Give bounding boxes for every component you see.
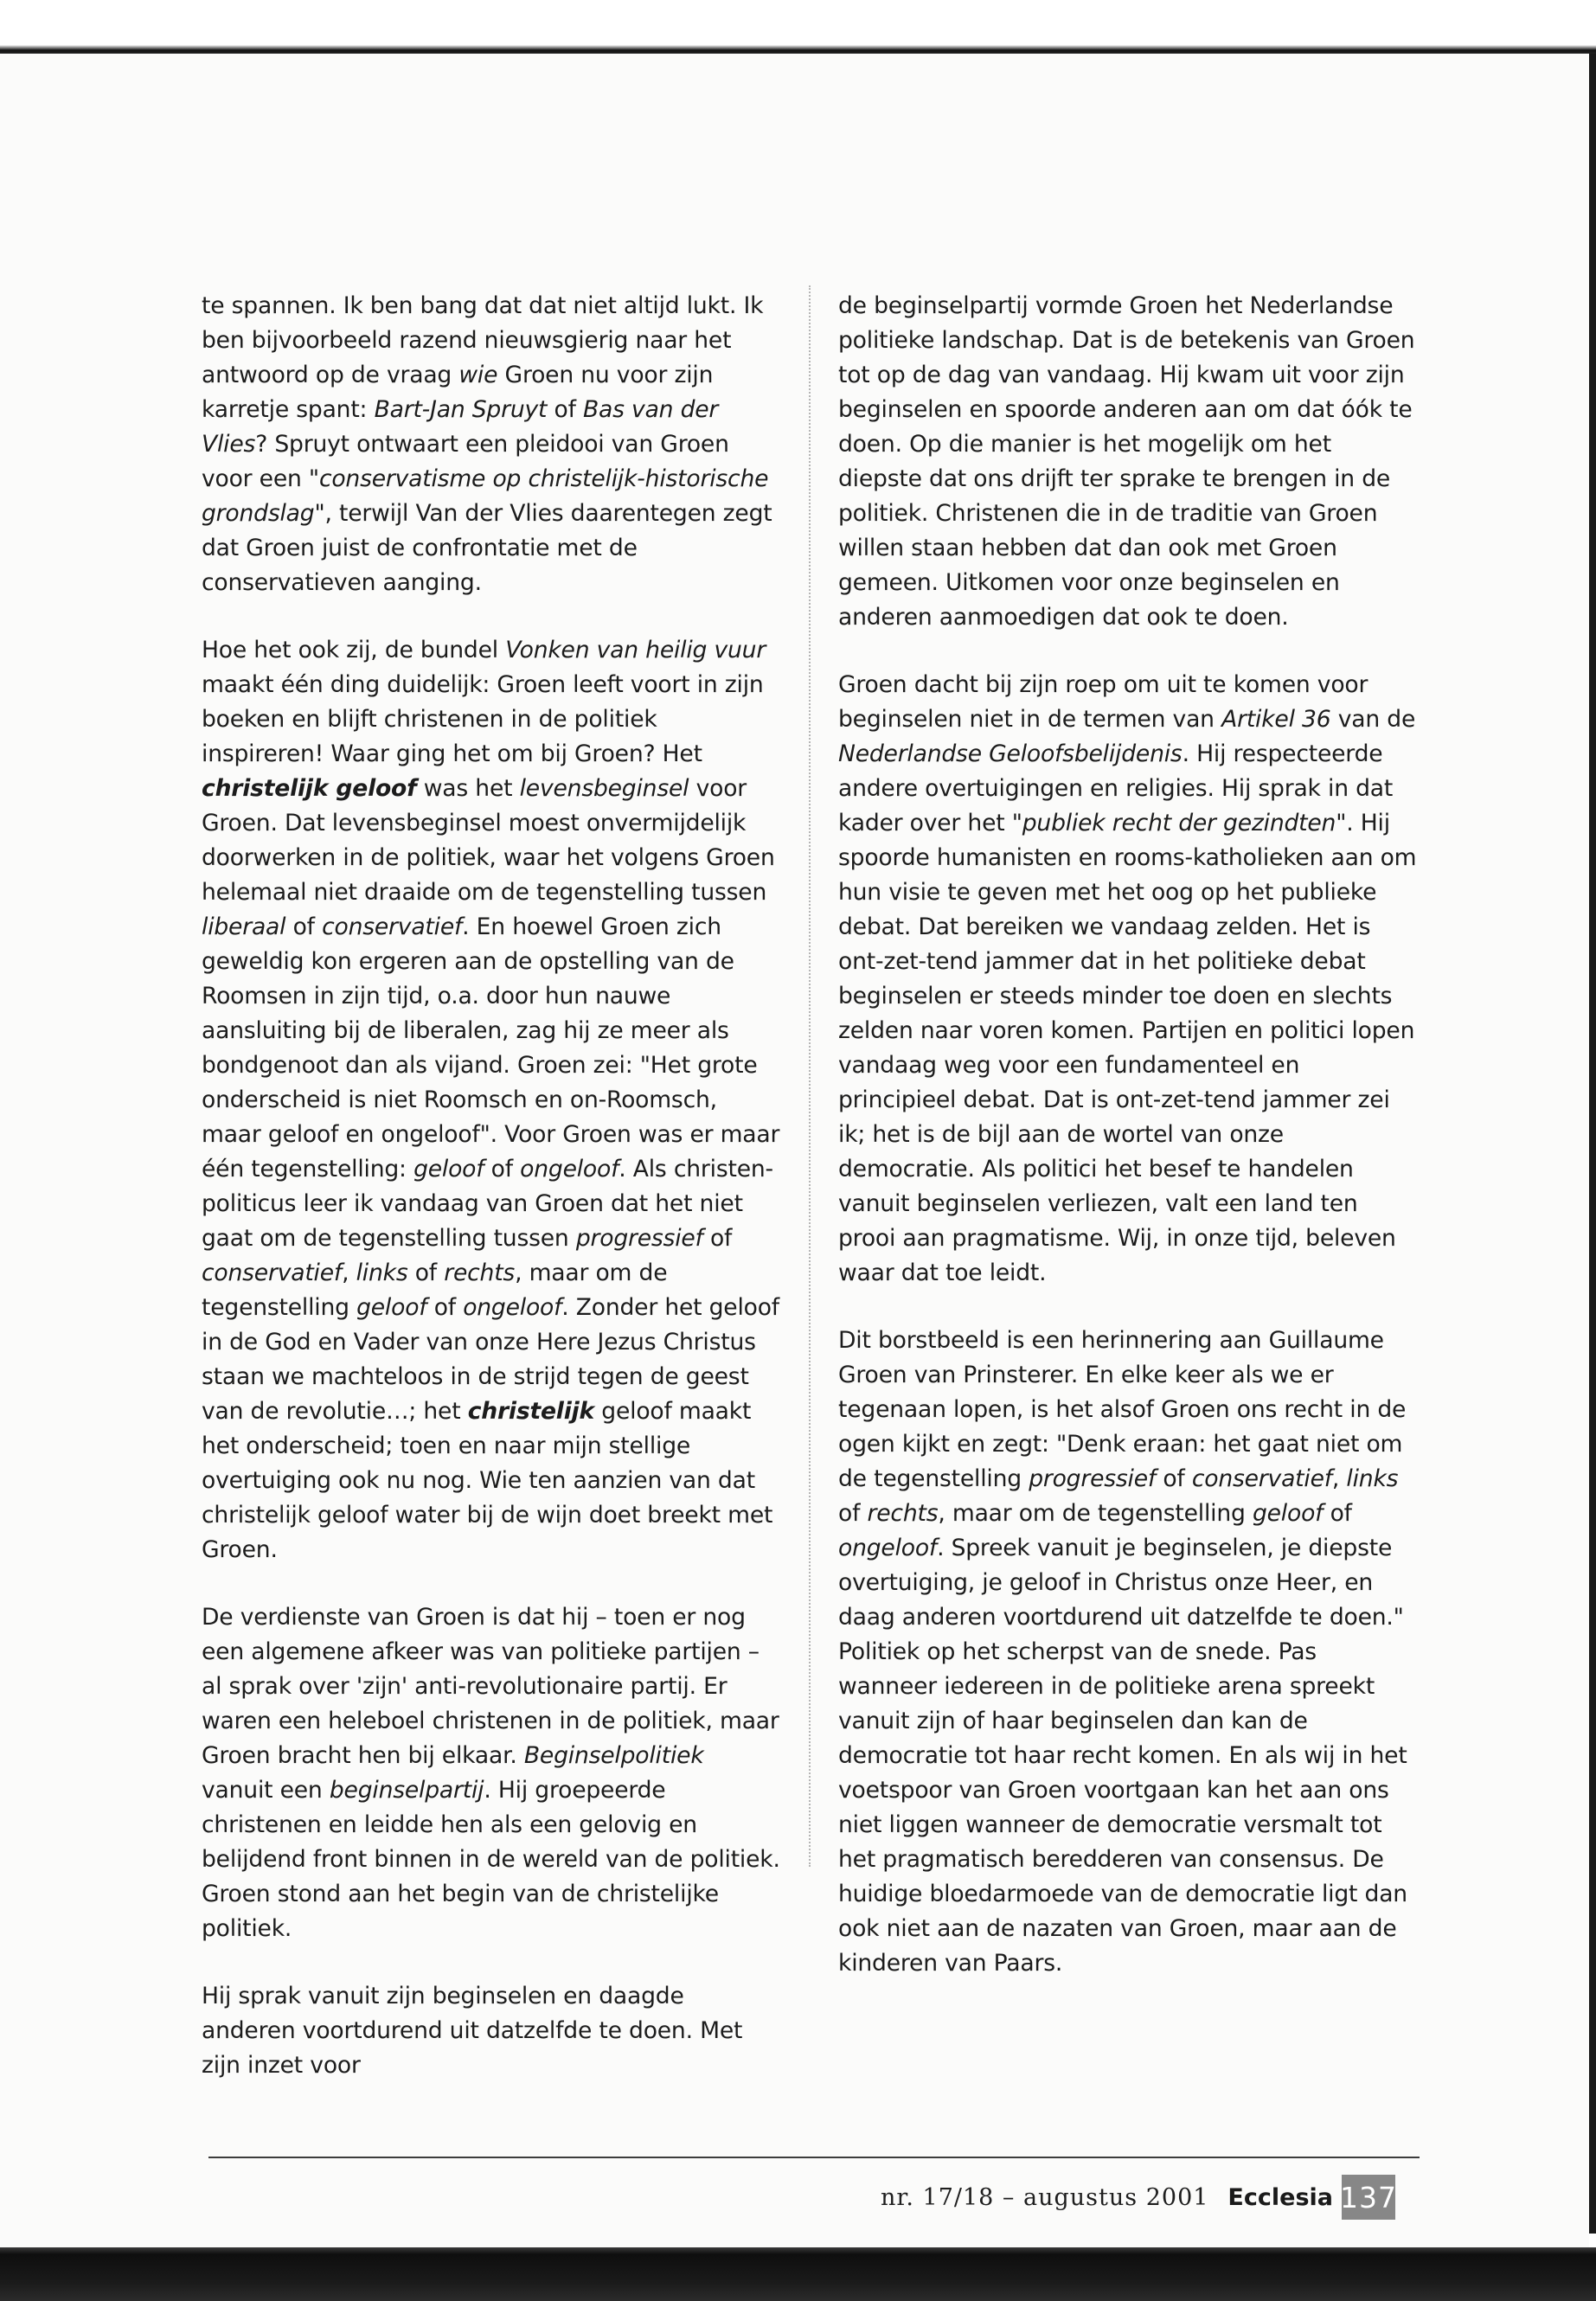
italic-term: beginselpartij (329, 1777, 484, 1804)
italic-term: Artikel 36 (1221, 706, 1331, 733)
italic-term: progressief (1029, 1465, 1157, 1492)
italic-term: liberaal (202, 913, 286, 940)
page-footer (881, 2175, 1395, 2220)
italic-term: ongeloof (520, 1156, 619, 1183)
italic-term: ongeloof (838, 1535, 938, 1561)
paragraph: Hoe het ook zij, de bundel Vonken van heilig vuur maakt één ding duidelijk: Groen leeft voort in zijn boeken en blijft christenen in de politiek inspireren! Waar ging het om bij Groen? Het christelijk geloof was het levensbeginsel voor Groen. Dat levensbeginsel moest onvermijdelijk doorwerken in de politiek, waar het volgens Groen helemaal niet draaide om de tegenstelling tussen liberaal of conservatief. En hoewel Groen zich geweldig kon ergeren aan de opstelling van de Roomsen in zijn tijd, o.a. door hun nauwe aansluiting bij de liberalen, zag hij ze meer als bondgenoot dan als vijand. Groen zei: "Het grote onderscheid is niet Roomsch en on-Roomsch, maar geloof en ongeloof". Voor Groen was er maar één tegenstelling: geloof of ongeloof. Als christen-politicus leer ik vandaag van Groen dat het niet gaat om de tegenstelling tussen progressief of conservatief, links of rechts, maar om de tegenstelling geloof of ongeloof. Zonder het geloof in de God en Vader van onze Here Jezus Christus staan we machteloos in de strijd tegen de geest van de revolutie…; het christelijk geloof maakt het onderscheid; toen en naar mijn stellige overtuiging ook nu nog. Wie ten aanzien van dat christelijk geloof water bij de wijn doet breekt met Groen. (202, 637, 780, 1563)
article-column-left (202, 289, 781, 2083)
italic-term: links (356, 1259, 408, 1286)
italic-term: levensbeginsel (519, 775, 689, 802)
italic-term: links (1346, 1465, 1399, 1492)
column-divider (809, 285, 811, 1867)
italic-term: geloof (1252, 1500, 1324, 1527)
italic-term: rechts (444, 1259, 516, 1286)
italic-term: Bart-Jan Spruyt (374, 396, 548, 423)
italic-term: geloof (356, 1294, 427, 1321)
magazine-name: Ecclesia (1227, 2183, 1333, 2211)
italic-term: ongeloof (463, 1294, 562, 1321)
article-column-right (838, 289, 1418, 1981)
scan-border-right (1589, 54, 1596, 2234)
bold-italic-term: christelijk (467, 1398, 595, 1425)
italic-term: "conservatisme op christelijk-historische grondslag" (202, 465, 769, 527)
italic-term: geloof (413, 1156, 484, 1183)
italic-term: conservatief (322, 913, 463, 940)
italic-term: "publiek recht der gezindten" (1011, 810, 1347, 836)
footer-rule (208, 2157, 1420, 2158)
italic-term: Bas van der Vlies (202, 396, 719, 458)
paragraph: de beginselpartij vormde Groen het Nederlandse politieke landschap. Dat is de betekenis van Groen tot op de dag van vandaag. Hij kwam uit voor zijn beginselen en spoorde anderen aan om dat óók te doen. Op die manier is het mogelijk om het diepste dat ons drijft ter sprake te brengen in de politiek. Christenen die in de traditie van Groen willen staan hebben dat dan ook met Groen gemeen. Uitkomen voor onze beginselen en anderen aanmoedigen dat ook te doen. (838, 292, 1415, 631)
magazine-page (0, 54, 1589, 2247)
bold-italic-term: christelijk geloof (202, 775, 417, 802)
italic-term: Nederlandse Geloofsbelijdenis (838, 740, 1183, 767)
italic-term: rechts (867, 1500, 939, 1527)
paragraph: De verdienste van Groen is dat hij – toen er nog een algemene afkeer was van politieke partijen – al sprak over 'zijn' anti-revolutionaire partij. Er waren een heleboel christenen in de politiek, maar Groen bracht hen bij elkaar. Beginselpolitiek vanuit een beginselpartij. Hij groepeerde christenen en leidde hen als een gelovig en belijdend front binnen in de wereld van de politiek. Groen stond aan het begin van de christelijke politiek. (202, 1604, 780, 1942)
paragraph: Dit borstbeeld is een herinnering aan Guillaume Groen van Prinsterer. En elke keer als we er tegenaan lopen, is het alsof Groen ons recht in de ogen kijkt en zegt: "Denk eraan: het gaat niet om de tegenstelling progressief of conservatief, links of rechts, maar om de tegenstelling geloof of ongeloof. Spreek vanuit je beginselen, je diepste overtuiging, je geloof in Christus onze Heer, en daag anderen voortdurend uit datzelfde te doen." Politiek op het scherpst van de snede. Pas wanneer iedereen in de politieke arena spreekt vanuit zijn of haar beginselen dan kan de democratie tot haar recht komen. En als wij in het voetspoor van Groen voortgaan kan het aan ons niet liggen wanneer de democratie versmalt tot het pragmatisch beredderen van consensus. De huidige bloedarmoede van de democratie ligt dan ook niet aan de nazaten van Groen, maar aan de kinderen van Paars. (838, 1327, 1407, 1977)
italic-term: progressief (575, 1225, 703, 1252)
italic-term: Vonken van heilig vuur (505, 637, 766, 663)
scan-border-top (0, 0, 1596, 54)
paragraph: te spannen. Ik ben bang dat dat niet altijd lukt. Ik ben bijvoorbeeld razend nieuwsgierig naar het antwoord op de vraag wie Groen nu voor zijn karretje spant: Bart-Jan Spruyt of Bas van der Vlies? Spruyt ontwaart een pleidooi van Groen voor een "conservatisme op christelijk-historische grondslag", terwijl Van der Vlies daarentegen zegt dat Groen juist de confrontatie met de conservatieven aanging. (202, 292, 772, 596)
italic-term: conservatief (202, 1259, 343, 1286)
paragraph: Hij sprak vanuit zijn beginselen en daagde anderen voortdurend uit datzelfde te doen. Met zijn inzet voor (202, 1983, 743, 2079)
page-number: 137 (1342, 2175, 1395, 2220)
italic-term: wie (458, 362, 498, 388)
issue-info: nr. 17/18 – augustus 2001 (881, 2183, 1209, 2211)
italic-term: Beginselpolitiek (523, 1742, 704, 1769)
italic-term: conservatief (1191, 1465, 1332, 1492)
paragraph: Groen dacht bij zijn roep om uit te komen voor beginselen niet in de termen van Artikel 36 van de Nederlandse Geloofsbelijdenis. Hij respecteerde andere overtuigingen en religies. Hij sprak in dat kader over het "publiek recht der gezindten". Hij spoorde humanisten en rooms-katholieken aan om hun visie te geven met het oog op het publieke debat. Dat bereiken we vandaag zelden. Het is ont-zet-tend jammer dat in het politieke debat beginselen er steeds minder toe doen en slechts zelden naar voren komen. Partijen en politici lopen vandaag weg voor een fundamenteel en principieel debat. Dat is ont-zet-tend jammer zei ik; het is de bijl aan de wortel van onze democratie. Als politici het besef te handelen vanuit beginselen verliezen, valt een land ten prooi aan pragmatisme. Wij, in onze tijd, beleven waar dat toe leidt. (838, 671, 1417, 1286)
scan-border-bottom (0, 2247, 1596, 2301)
